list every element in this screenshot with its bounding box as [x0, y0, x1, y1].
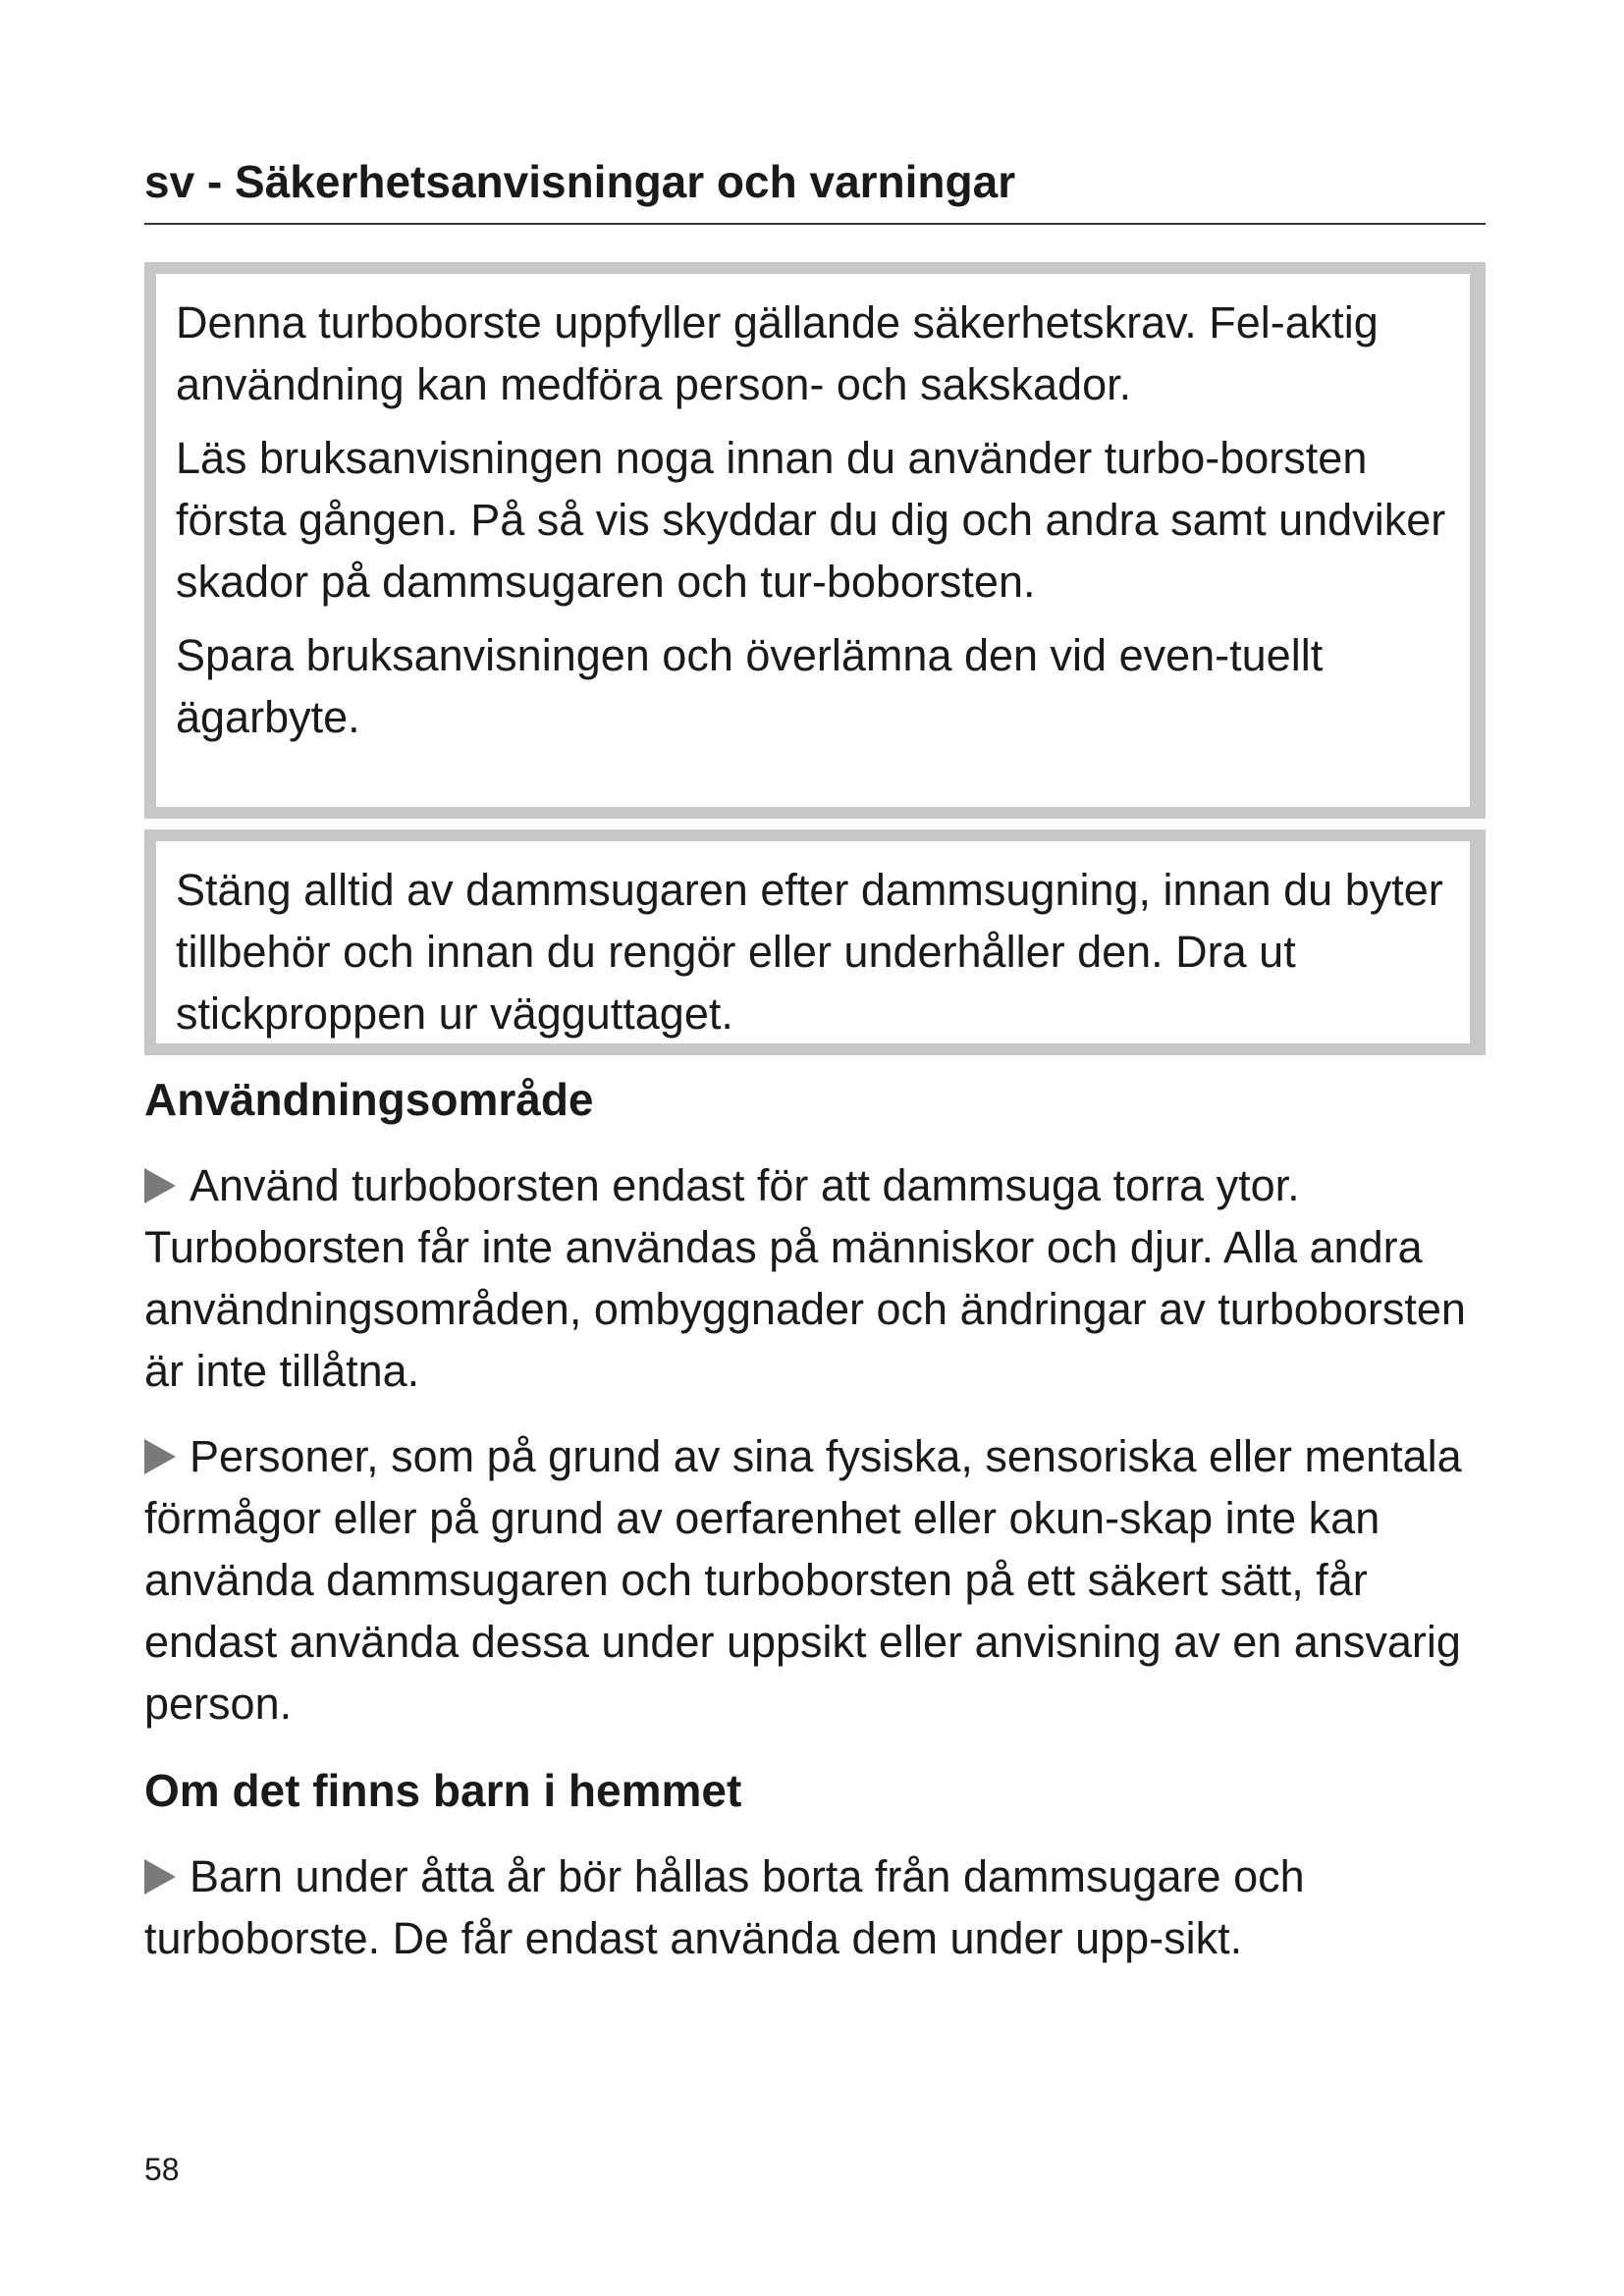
- arrow-bullet-icon: [144, 1168, 176, 1203]
- warning-item-text: Personer, som på grund av sina fysiska, sensoriska eller mentala förmågor eller på grund av oerfarenhet eller okun-skap inte kan använda dammsugaren och turboborsten på ett säkert sätt, får endast använda dessa under uppsikt eller anvisning av en ansvarig person.: [144, 1431, 1462, 1730]
- safety-notice-box: [144, 262, 1486, 819]
- warning-item: [144, 1425, 1486, 1735]
- section-heading: Om det finns barn i hemmet: [144, 1765, 742, 1816]
- warning-item: [144, 1845, 1486, 1969]
- section-children: [144, 1764, 1486, 1969]
- arrow-bullet-icon: [144, 1439, 176, 1474]
- notice-paragraph: Läs bruksanvisningen noga innan du använder turbo-borsten första gången. På så vis skyddar du dig och andra samt undviker skador på dammsugaren och tur-boborsten.: [176, 433, 1446, 607]
- notice-paragraph: Denna turboborste uppfyller gällande säkerhetskrav. Fel-aktig användning kan medföra person- och sakskador.: [176, 297, 1379, 409]
- section-usage: [144, 1073, 1486, 1735]
- notice-paragraph: Stäng alltid av dammsugaren efter dammsugning, innan du byter tillbehör och innan du rengör eller underhåller den. Dra ut stickproppen ur vägguttaget.: [176, 865, 1443, 1039]
- notice-paragraph: Spara bruksanvisningen och överlämna den vid even-tuellt ägarbyte.: [176, 630, 1324, 742]
- page-header: [144, 155, 1486, 225]
- warning-item: [144, 1154, 1486, 1402]
- section-heading: Användningsområde: [144, 1074, 594, 1125]
- page-number: 58: [144, 2152, 180, 2187]
- warning-item-text: Barn under åtta år bör hållas borta från dammsugare och turboborste. De får endast använda dem under upp-sikt.: [144, 1851, 1305, 1964]
- switch-off-notice-box: [144, 829, 1486, 1055]
- page-title: sv - Säkerhetsanvisningar och varningar: [144, 156, 1016, 207]
- warning-item-text: Använd turboborsten endast för att dammsuga torra ytor. Turboborsten får inte användas på människor och djur. Alla andra användningsområden, ombyggnader och ändringar av turboborsten är inte tillåtna.: [144, 1160, 1466, 1397]
- arrow-bullet-icon: [144, 1859, 176, 1895]
